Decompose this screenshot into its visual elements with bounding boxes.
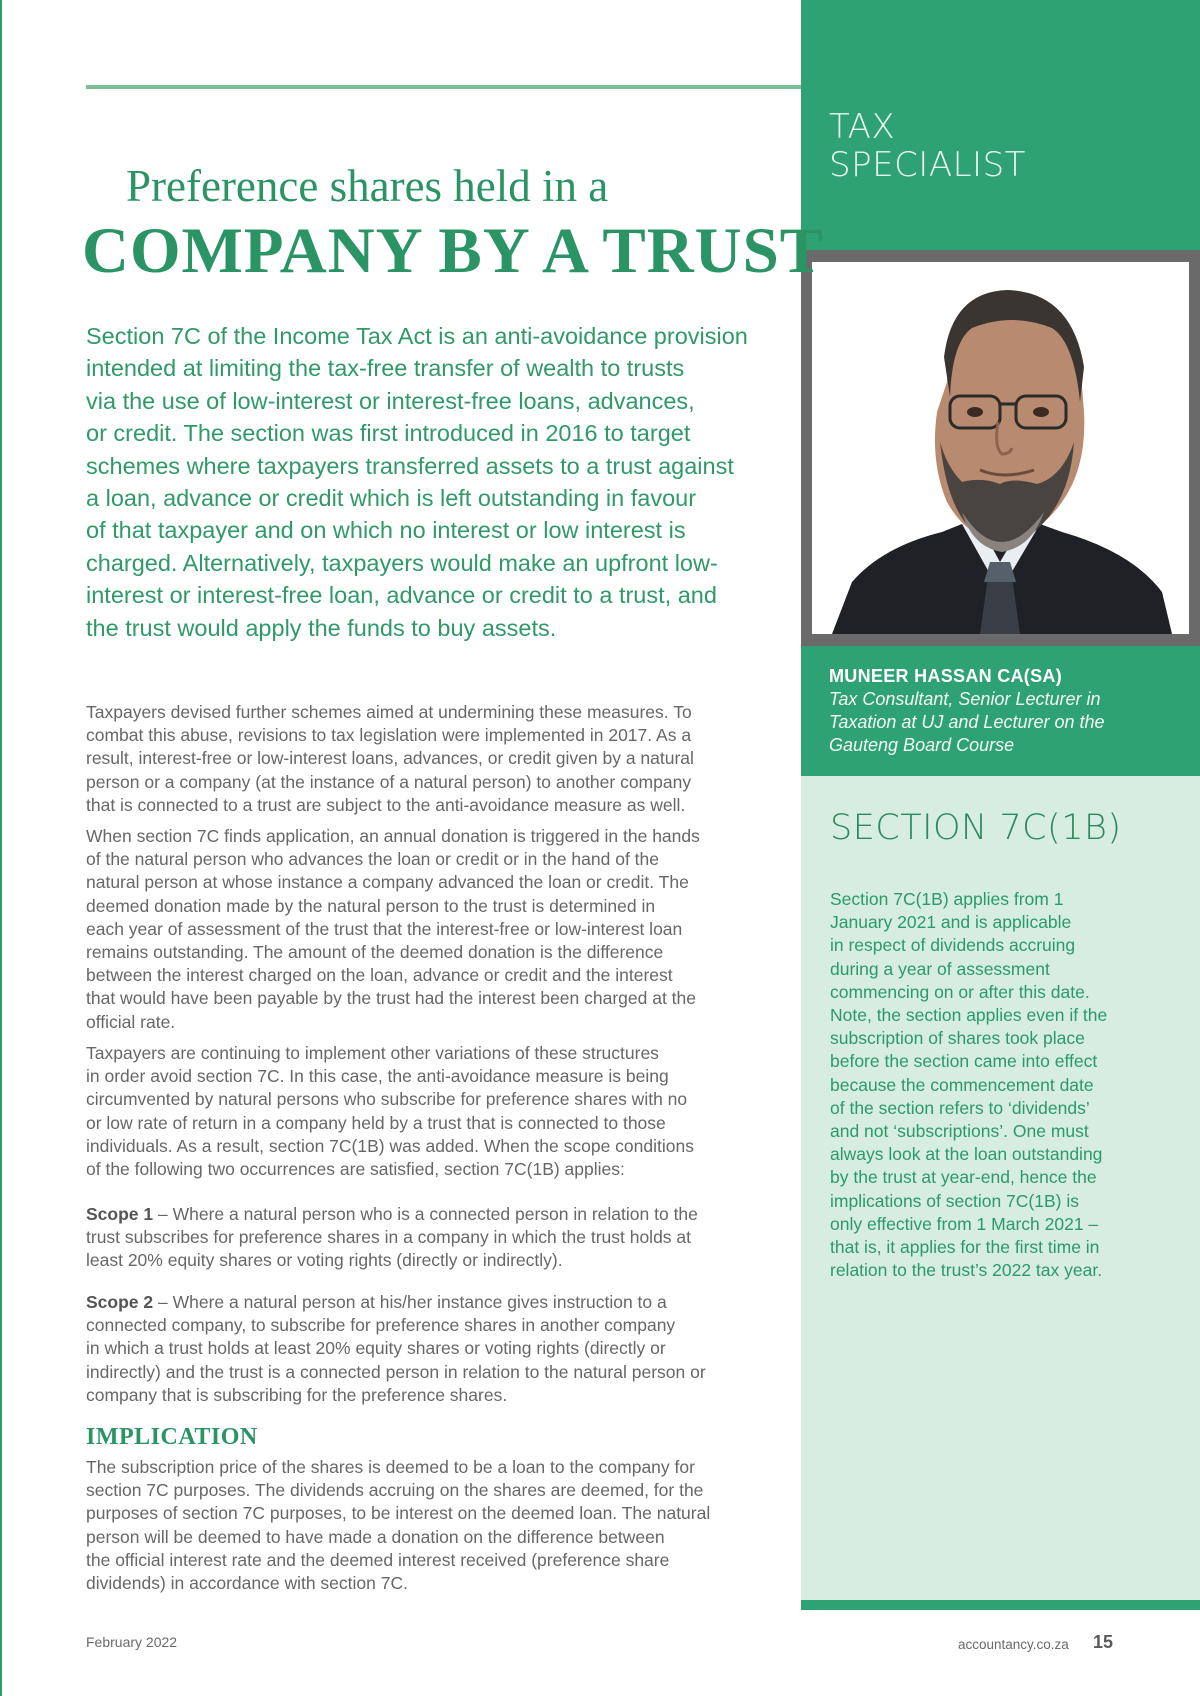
intro-line: Section 7C of the Income Tax Act is an anti-avoidance provision	[86, 323, 748, 349]
body-line: indirectly) and the trust is a connected person in relation to the natural person or	[86, 1361, 706, 1382]
author-name: MUNEER HASSAN CA(SA)	[829, 666, 1063, 686]
author-photo-frame	[801, 250, 1200, 646]
intro-line: the trust would apply the funds to buy assets.	[86, 614, 557, 641]
body-line: between the interest charged on the loan, advance or credit and the interest	[86, 965, 673, 986]
sidebar-panel	[801, 776, 1200, 1600]
intro-line: a loan, advance or credit which is left outstanding in favour	[86, 485, 697, 512]
section-label-line: SPECIALIST	[829, 145, 1026, 185]
body-line: When section 7C finds application, an annual donation is triggered in the hands	[86, 826, 700, 846]
sidebar-text-line: during a year of assessment	[830, 958, 1050, 979]
body-paragraph	[86, 701, 786, 817]
author-photo	[812, 262, 1189, 634]
body-line	[86, 1291, 786, 1314]
sidebar-text-line: and not ‘subscriptions’. One must	[830, 1121, 1089, 1142]
sidebar-text-line: Note, the section applies even if the	[830, 1005, 1108, 1026]
intro-line: charged. Alternatively, taxpayers would make an upfront low-	[86, 549, 718, 576]
sidebar-text-line: Section 7C(1B) applies from 1	[830, 889, 1064, 909]
implication-paragraph	[86, 1456, 786, 1595]
sidebar-text-line: by the trust at year-end, hence the	[830, 1167, 1097, 1188]
footer-date: February 2022	[86, 1634, 178, 1650]
body-line: person will be deemed to have made a donation on the difference between	[86, 1526, 665, 1547]
body-line: section 7C purposes. The dividends accruing on the shares are deemed, for the	[86, 1480, 704, 1501]
body-line: each year of assessment of the trust that the interest-free or low-interest loan	[86, 918, 683, 939]
sidebar-heading: SECTION 7C(1B)	[830, 808, 1122, 848]
author-portrait-illustration	[812, 262, 1189, 634]
sidebar-text-line: January 2021 and is applicable	[830, 912, 1072, 933]
sidebar-text	[830, 888, 1180, 1282]
sidebar-text-line: implications of section 7C(1B) is	[830, 1190, 1079, 1211]
body-line: purposes of section 7C purposes, to be interest on the deemed loan. The natural	[86, 1503, 711, 1524]
body-line: official rate.	[86, 1011, 176, 1032]
intro-line: or credit. The section was first introduced in 2016 to target	[86, 420, 691, 447]
scope-1-label: Scope 1	[86, 1204, 154, 1224]
author-role	[829, 688, 1179, 757]
page-number: 15	[1093, 1632, 1114, 1652]
headline-line-2: COMPANY BY A TRUST	[82, 215, 825, 287]
sidebar-text-line: subscription of shares took place	[830, 1028, 1085, 1049]
sidebar-bottom-bar	[801, 1600, 1200, 1610]
body-line: Taxpayers are continuing to implement other variations of these structures	[86, 1043, 659, 1063]
intro-line: of that taxpayer and on which no interest or low interest is	[86, 517, 686, 544]
scope-2-paragraph	[86, 1291, 786, 1407]
body-paragraph	[86, 1042, 786, 1181]
scope-1-paragraph	[86, 1203, 786, 1273]
body-line: or low rate of return in a company held by a trust that is connected to those	[86, 1112, 666, 1133]
sidebar-text-line: of the section refers to ‘dividends’	[830, 1097, 1090, 1118]
sidebar-text-line: commencing on or after this date.	[830, 981, 1090, 1002]
scope-2-text: – Where a natural person at his/her instance gives instruction to a	[153, 1292, 667, 1312]
body-line: company that is subscribing for the preference shares.	[86, 1384, 508, 1405]
body-line: circumvented by natural persons who subscribe for preference shares with no	[86, 1089, 688, 1110]
intro-line: via the use of low-interest or interest-free loans, advances,	[86, 387, 695, 414]
body-line: of the natural person who advances the loan or credit or in the hand of the	[86, 849, 660, 870]
author-role-line: Gauteng Board Course	[829, 735, 1015, 755]
sidebar-text-line: before the section came into effect	[830, 1051, 1098, 1072]
body-line: least 20% equity shares or voting rights (directly or indirectly).	[86, 1250, 563, 1271]
intro-line: schemes where taxpayers transferred assets to a trust against	[86, 452, 734, 479]
body-line: result, interest-free or low-interest loans, advances, or credit given by a natural	[86, 748, 694, 769]
implication-heading: IMPLICATION	[86, 1424, 258, 1450]
body-line: in order avoid section 7C. In this case, the anti-avoidance measure is being	[86, 1066, 669, 1087]
page-edge-line	[0, 0, 2, 1696]
body-line: deemed donation made by the natural person to the trust is determined in	[86, 895, 656, 916]
sidebar-text-line: always look at the loan outstanding	[830, 1144, 1103, 1165]
body-line: individuals. As a result, section 7C(1B) was added. When the scope conditions	[86, 1135, 694, 1156]
body-line: Taxpayers devised further schemes aimed at undermining these measures. To	[86, 702, 692, 722]
body-line: trust subscribes for preference shares in a company in which the trust holds at	[86, 1227, 692, 1248]
body-line: that is connected to a trust are subject to the anti-avoidance measure as well.	[86, 794, 686, 815]
footer-website: accountancy.co.za	[958, 1637, 1069, 1652]
sidebar-text-line: in respect of dividends accruing	[830, 935, 1076, 956]
body-line: natural person at whose instance a company advanced the loan or credit. The	[86, 872, 689, 893]
author-role-line: Tax Consultant, Senior Lecturer in	[829, 689, 1101, 709]
author-caption	[801, 646, 1200, 776]
body-line: of the following two occurrences are satisfied, section 7C(1B) applies:	[86, 1159, 625, 1180]
scope-2-label: Scope 2	[86, 1292, 154, 1312]
sidebar-text-line: that is, it applies for the first time in	[830, 1237, 1100, 1258]
article-intro	[86, 320, 786, 644]
headline-line-1: Preference shares held in a	[126, 161, 609, 211]
scope-1-text: – Where a natural person who is a connected person in relation to the	[153, 1204, 698, 1224]
body-line: the official interest rate and the deemed interest received (preference share	[86, 1549, 670, 1570]
body-line: in which a trust holds at least 20% equity shares or voting rights (directly or	[86, 1338, 666, 1359]
section-label	[829, 108, 1026, 184]
body-line: remains outstanding. The amount of the deemed donation is the difference	[86, 942, 664, 963]
body-line: connected company, to subscribe for preference shares in another company	[86, 1315, 676, 1336]
body-line	[86, 1203, 786, 1226]
intro-line: intended at limiting the tax-free transfer of wealth to trusts	[86, 355, 685, 382]
body-line: dividends) in accordance with section 7C.	[86, 1573, 408, 1594]
sidebar-text-line: because the commencement date	[830, 1074, 1094, 1095]
body-paragraph	[86, 825, 786, 1034]
body-line: person or a company (at the instance of a natural person) to another company	[86, 771, 692, 792]
sidebar-text-line: only effective from 1 March 2021 –	[830, 1213, 1099, 1234]
section-label-line: TAX	[829, 107, 896, 147]
body-line: The subscription price of the shares is deemed to be a loan to the company for	[86, 1457, 695, 1477]
body-line: that would have been payable by the trust had the interest been charged at the	[86, 988, 697, 1009]
author-role-line: Taxation at UJ and Lecturer on the	[829, 712, 1105, 732]
sidebar-text-line: relation to the trust’s 2022 tax year.	[830, 1260, 1103, 1281]
body-line: combat this abuse, revisions to tax legislation were implemented in 2017. As a	[86, 725, 692, 746]
intro-line: interest or interest-free loan, advance or credit to a trust, and	[86, 582, 717, 609]
